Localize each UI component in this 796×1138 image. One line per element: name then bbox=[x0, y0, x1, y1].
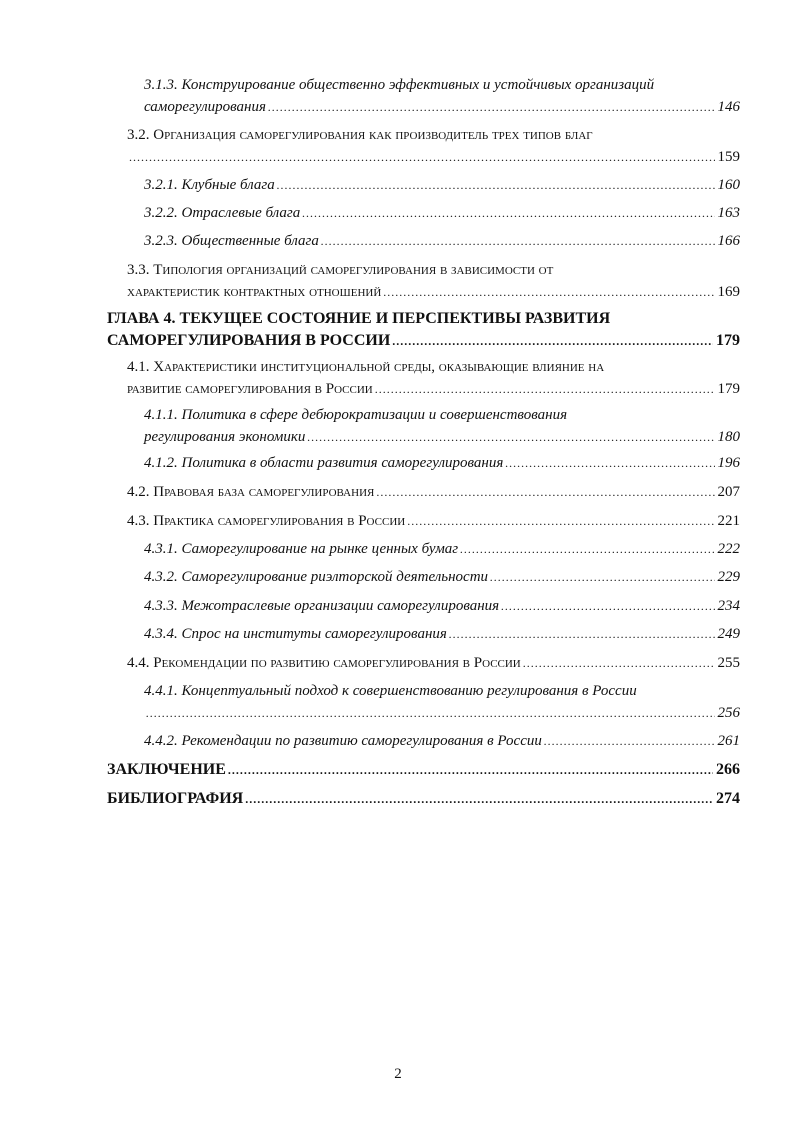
toc-entry-title: САМОРЕГУЛИРОВАНИЯ В РОССИИ bbox=[107, 332, 391, 349]
leader-dots bbox=[307, 426, 714, 448]
toc-page-number: 229 bbox=[717, 569, 740, 585]
toc-entry-4-4[interactable] bbox=[127, 652, 740, 674]
toc-entry-3-2-2[interactable] bbox=[144, 202, 740, 224]
toc-page-number: 179 bbox=[717, 381, 740, 397]
leader-dots bbox=[383, 281, 714, 303]
toc-entry-4-3-3[interactable] bbox=[144, 595, 740, 617]
toc-entry-4-2[interactable] bbox=[127, 481, 740, 503]
toc-page-number: 166 bbox=[717, 233, 740, 249]
toc-entry-4-3[interactable] bbox=[127, 510, 740, 532]
toc-entry-3-3[interactable] bbox=[127, 259, 740, 303]
toc-entry-title: 4.4. Рекомендации по развитию саморегулирования в России bbox=[127, 655, 521, 671]
toc-page-number: 163 bbox=[717, 205, 740, 221]
toc-entry-3-2-3[interactable] bbox=[144, 230, 740, 252]
toc-entry-bibliography[interactable] bbox=[107, 788, 740, 810]
toc-page-number: 207 bbox=[717, 484, 740, 500]
toc-entry-3-1-3[interactable] bbox=[144, 74, 740, 118]
toc-entry-title: 4.1.1. Политика в сфере дебюрократизации и совершенствования bbox=[144, 407, 568, 423]
leader-dots bbox=[376, 481, 714, 503]
leader-dots bbox=[277, 174, 715, 196]
toc-page-number: 222 bbox=[717, 541, 740, 557]
toc-page-number: 261 bbox=[717, 733, 740, 749]
toc-entry-title: характеристик контрактных отношений bbox=[127, 284, 382, 300]
leader-dots bbox=[407, 510, 714, 532]
toc-entry-title: БИБЛИОГРАФИЯ bbox=[107, 790, 244, 807]
toc-entry-title: ЗАКЛЮЧЕНИЕ bbox=[107, 761, 226, 778]
toc-page-number: 221 bbox=[717, 513, 740, 529]
toc-entry-title: 3.1.3. Конструирование общественно эффективных и устойчивых организаций bbox=[144, 77, 655, 93]
toc-entry-3-2-1[interactable] bbox=[144, 174, 740, 196]
toc-entry-chapter-4[interactable] bbox=[107, 308, 740, 352]
toc-entry-title: 4.4.2. Рекомендации по развитию саморегулирования в России bbox=[144, 733, 542, 749]
leader-dots bbox=[268, 96, 715, 118]
toc-entry-title: 4.1.2. Политика в области развития саморегулирования bbox=[144, 455, 504, 471]
toc-entry-3-2[interactable] bbox=[127, 124, 740, 168]
leader-dots bbox=[392, 330, 713, 352]
toc-entry-title: 4.3.2. Саморегулирование риэлторской деятельности bbox=[144, 569, 489, 585]
toc-page-number: 146 bbox=[717, 99, 740, 115]
toc-entry-4-3-4[interactable] bbox=[144, 623, 740, 645]
leader-dots bbox=[321, 230, 715, 252]
toc-page-number: 160 bbox=[717, 177, 740, 193]
leader-dots bbox=[449, 623, 715, 645]
leader-dots bbox=[490, 566, 714, 588]
toc-page-number: 266 bbox=[716, 761, 740, 778]
leader-dots bbox=[302, 202, 714, 224]
toc-page-number: 234 bbox=[717, 598, 740, 614]
leader-dots bbox=[523, 652, 715, 674]
leader-dots bbox=[228, 759, 713, 781]
leader-dots bbox=[245, 788, 713, 810]
toc-entry-title: 4.3. Практика саморегулирования в России bbox=[127, 513, 406, 529]
toc-page-number: 249 bbox=[717, 626, 740, 642]
toc-entry-title: 3.3. Типология организаций саморегулирования в зависимости от bbox=[127, 262, 554, 278]
page-number: 2 bbox=[394, 1066, 402, 1082]
leader-dots bbox=[460, 538, 714, 560]
toc-entry-title: 4.2. Правовая база саморегулирования bbox=[127, 484, 375, 500]
toc-entry-title: 4.3.3. Межотраслевые организации саморегулирования bbox=[144, 598, 500, 614]
toc-entry-title: 4.3.4. Спрос на институты саморегулирования bbox=[144, 626, 447, 642]
toc-entry-title: 3.2.1. Клубные блага bbox=[144, 177, 275, 193]
leader-dots bbox=[505, 452, 714, 474]
toc-page-number: 274 bbox=[716, 790, 740, 807]
toc-page-number: 169 bbox=[717, 284, 740, 300]
toc-entry-4-4-1[interactable] bbox=[144, 680, 740, 724]
toc-entry-title: 3.2.2. Отраслевые блага bbox=[144, 205, 301, 221]
toc-entry-title: регулирования экономики bbox=[144, 429, 306, 445]
toc-entry-4-3-1[interactable] bbox=[144, 538, 740, 560]
toc-page-number: 196 bbox=[717, 455, 740, 471]
leader-dots bbox=[375, 378, 715, 400]
leader-dots bbox=[501, 595, 714, 617]
toc-page-number: 159 bbox=[717, 149, 740, 165]
toc-entry-title: ГЛАВА 4. ТЕКУЩЕЕ СОСТОЯНИЕ И ПЕРСПЕКТИВЫ РАЗВИТИЯ bbox=[107, 310, 611, 327]
toc-entry-4-1[interactable] bbox=[127, 356, 740, 400]
toc-page-number: 256 bbox=[717, 705, 740, 721]
toc-entry-title: 4.3.1. Саморегулирование на рынке ценных бумаг bbox=[144, 541, 459, 557]
toc-entry-4-3-2[interactable] bbox=[144, 566, 740, 588]
toc-entry-title: 4.4.1. Концептуальный подход к совершенствованию регулирования в России bbox=[144, 683, 637, 699]
toc-entry-title: развитие саморегулирования в России bbox=[127, 381, 373, 397]
toc-entry-title: саморегулирования bbox=[144, 99, 266, 115]
toc-entry-title: 4.1. Характеристики институциональной среды, оказывающие влияние на bbox=[127, 359, 605, 375]
toc-entry-title: 3.2.3. Общественные блага bbox=[144, 233, 319, 249]
toc-entry-4-4-2[interactable] bbox=[144, 730, 740, 752]
leader-dots bbox=[146, 702, 715, 724]
toc-entry-conclusion[interactable] bbox=[107, 759, 740, 781]
toc-entry-title: 3.2. Организация саморегулирования как производитель трех типов благ bbox=[127, 127, 593, 143]
toc-page-number: 255 bbox=[717, 655, 740, 671]
toc-page-number: 180 bbox=[717, 429, 740, 445]
leader-dots bbox=[544, 730, 715, 752]
leader-dots bbox=[129, 146, 715, 168]
toc-page-number: 179 bbox=[716, 332, 740, 349]
toc-entry-4-1-1[interactable] bbox=[144, 404, 740, 448]
toc-entry-4-1-2[interactable] bbox=[144, 452, 740, 474]
